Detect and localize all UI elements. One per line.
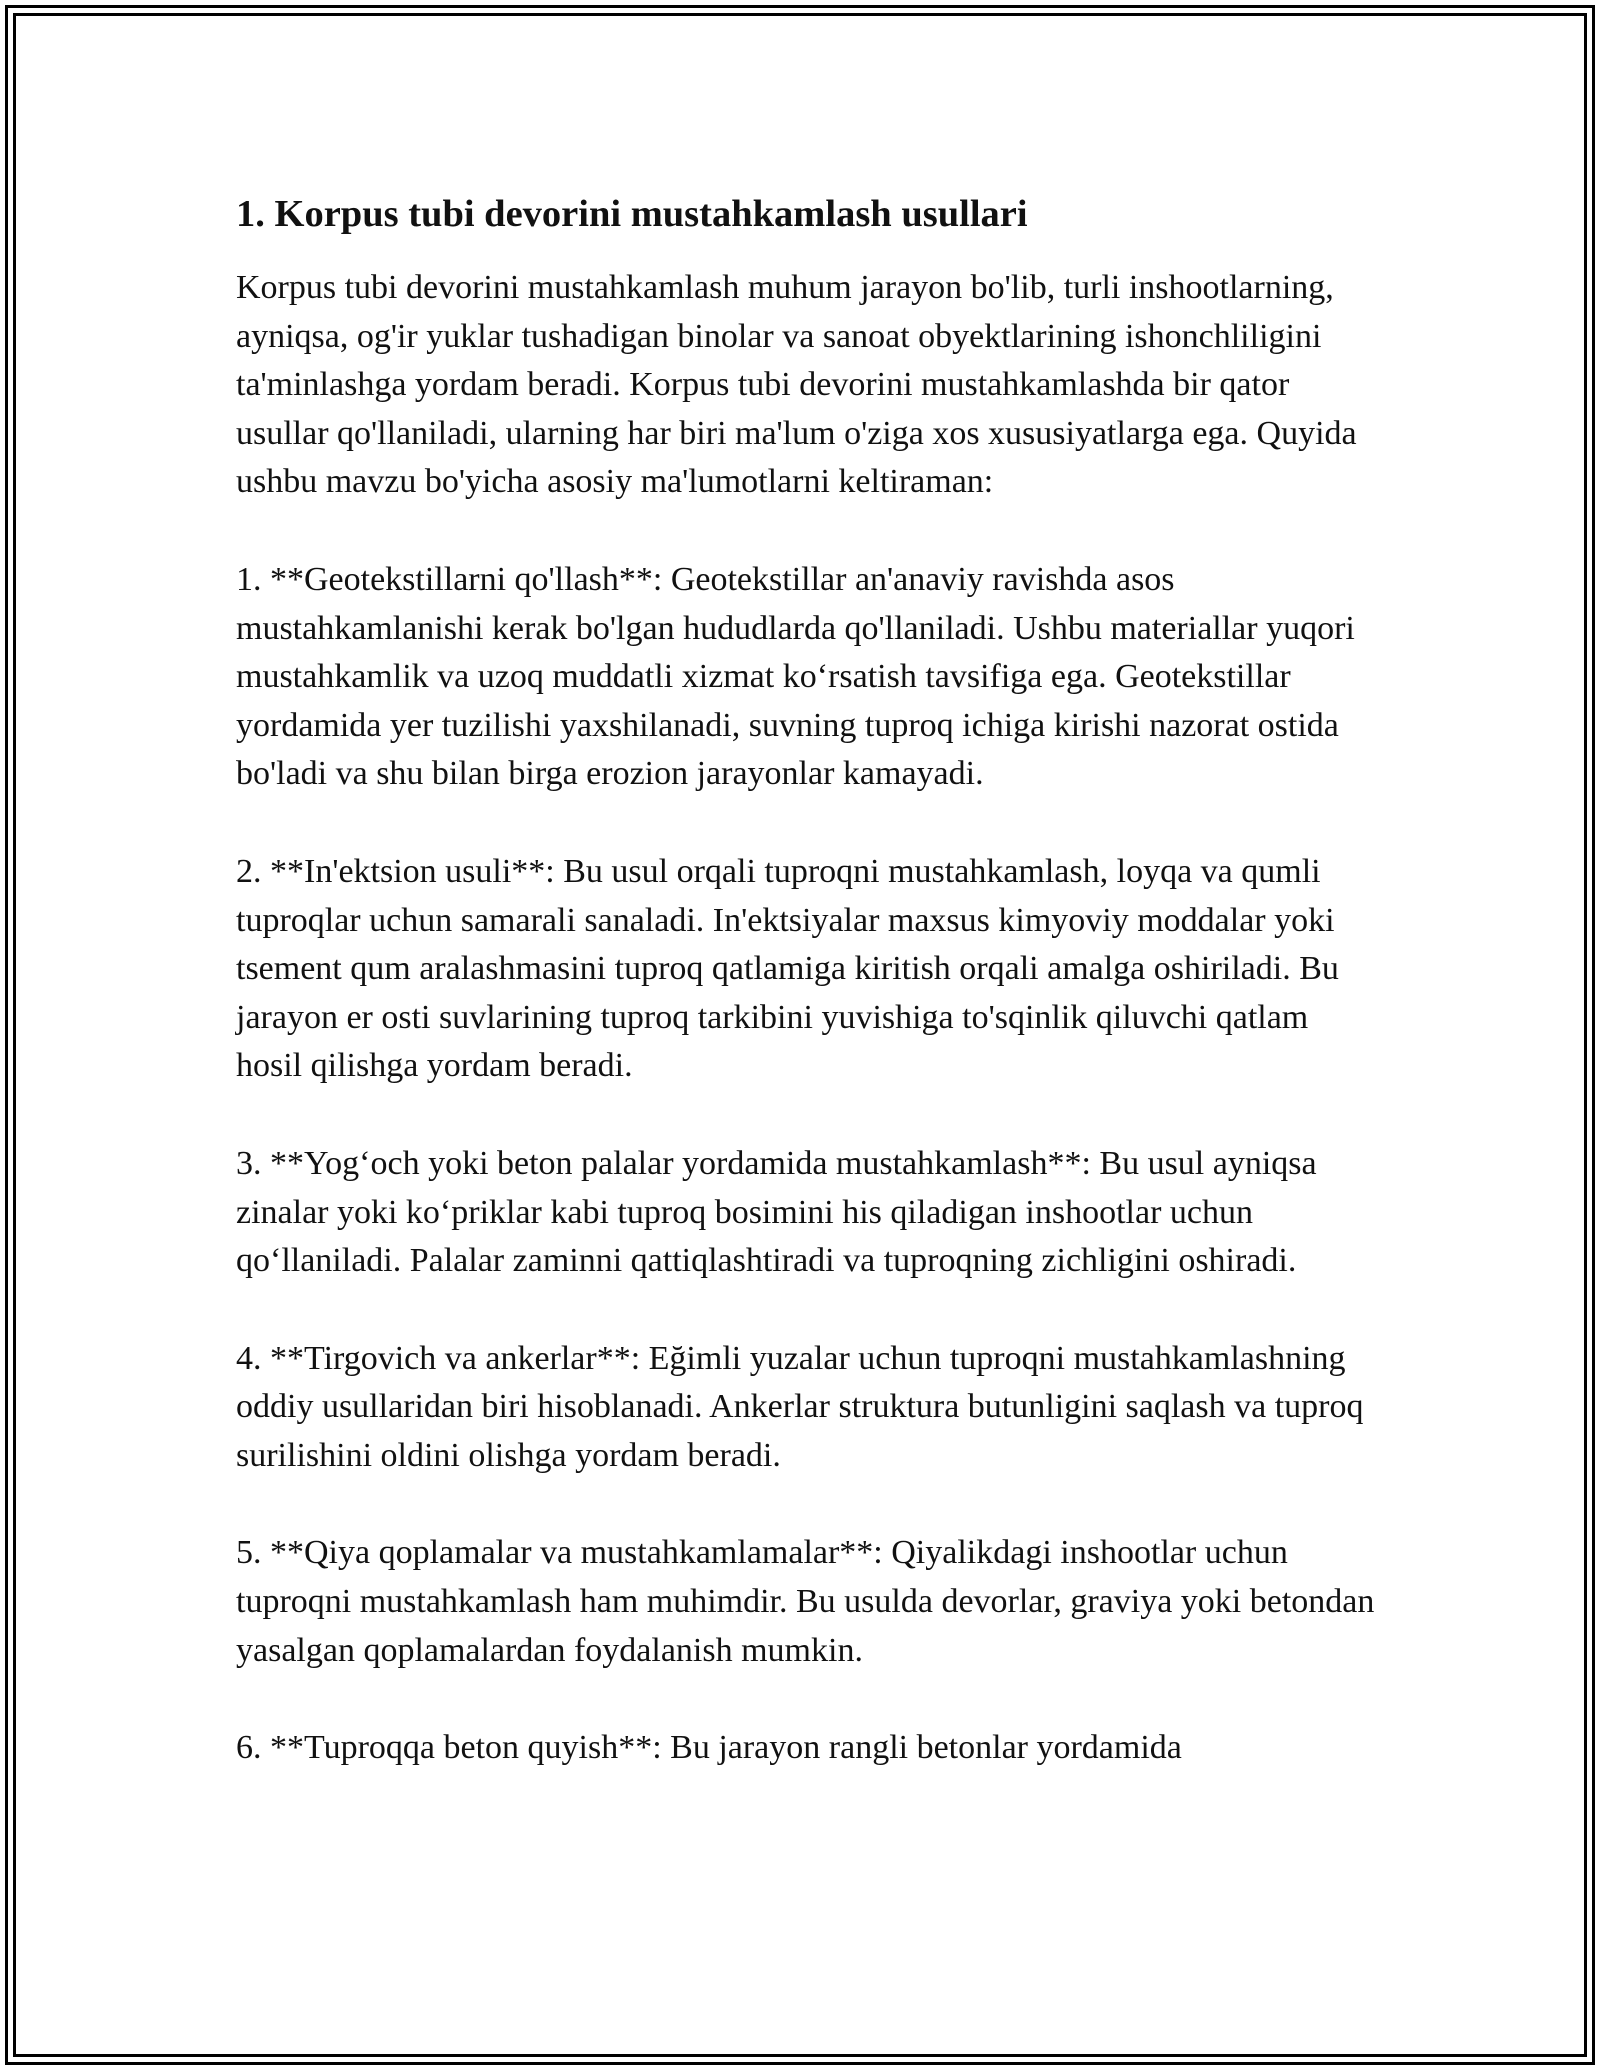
document-title: 1. Korpus tubi devorini mustahkamlash usullari xyxy=(236,193,1028,235)
list-item-geotextiles: 1. **Geotekstillarni qo'llash**: Geotekstillar an'anaviy ravishda asos mustahkamlanishi kerak bo'lgan hududlarda qo'llaniladi. Ushbu materiallar yuqori mustahkamlik va uzoq muddatli xizmat ko‘rsatish tavsifiga ega. Geotekstillar yordamida yer tuzilishi yaxshilanadi, suvning tuproq ichiga kirishi nazorat ostida bo'ladi va shu bilan birga erozion jarayonlar kamayadi. xyxy=(236,560,1355,793)
list-item-slope-coverings: 5. **Qiya qoplamalar va mustahkamlamalar**: Qiyalikdagi inshootlar uchun tuproqni mustahkamlash ham muhimdir. Bu usulda devorlar, graviya yoki betondan yasalgan qoplamalardan foydalanish mumkin. xyxy=(236,1534,1375,1669)
list-item-piles: 3. **Yog‘och yoki beton palalar yordamida mustahkamlash**: Bu usul ayniqsa zinalar yoki ko‘priklar kabi tuproq bosimini his qiladigan inshootlar uchun qo‘llaniladi. Palalar zaminni qattiqlashtiradi va tuproqning zichligini oshiradi. xyxy=(236,1144,1317,1280)
document-body xyxy=(236,186,1376,1822)
list-item-concrete-pouring: 6. **Tuproqqa beton quyish**: Bu jarayon rangli betonlar yordamida xyxy=(236,1729,1182,1767)
list-item-anchors: 4. **Tirgovich va ankerlar**: Eğimli yuzalar uchun tuproqni mustahkamlashning oddiy usullaridan biri hisoblanadi. Ankerlar struktura butunligini saqlash va tuproq surilishini oldini olishga yordam beradi. xyxy=(236,1339,1364,1474)
list-item-injection-method: 2. **In'ektsion usuli**: Bu usul orqali tuproqni mustahkamlash, loyqa va qumli tuproqlar uchun samarali sanaladi. In'ektsiyalar maxsus kimyoviy moddalar yoki tsement qum aralashmasini tuproq qatlamiga kiritish orqali amalga oshiriladi. Bu jarayon er osti suvlarining tuproq tarkibini yuvishiga to'sqinlik qiluvchi qatlam hosil qilishga yordam beradi. xyxy=(236,852,1339,1085)
intro-paragraph: Korpus tubi devorini mustahkamlash muhum jarayon bo'lib, turli inshootlarning, ayniqsa, og'ir yuklar tushadigan binolar va sanoat obyektlarining ishonchliligini ta'minlashga yordam beradi. Korpus tubi devorini mustahkamlashda bir qator usullar qo'llaniladi, ularning har biri ma'lum o'ziga xos xususiyatlarga ega. Quyida ushbu mavzu bo'yicha asosiy ma'lumotlarni keltiraman: xyxy=(236,269,1357,501)
